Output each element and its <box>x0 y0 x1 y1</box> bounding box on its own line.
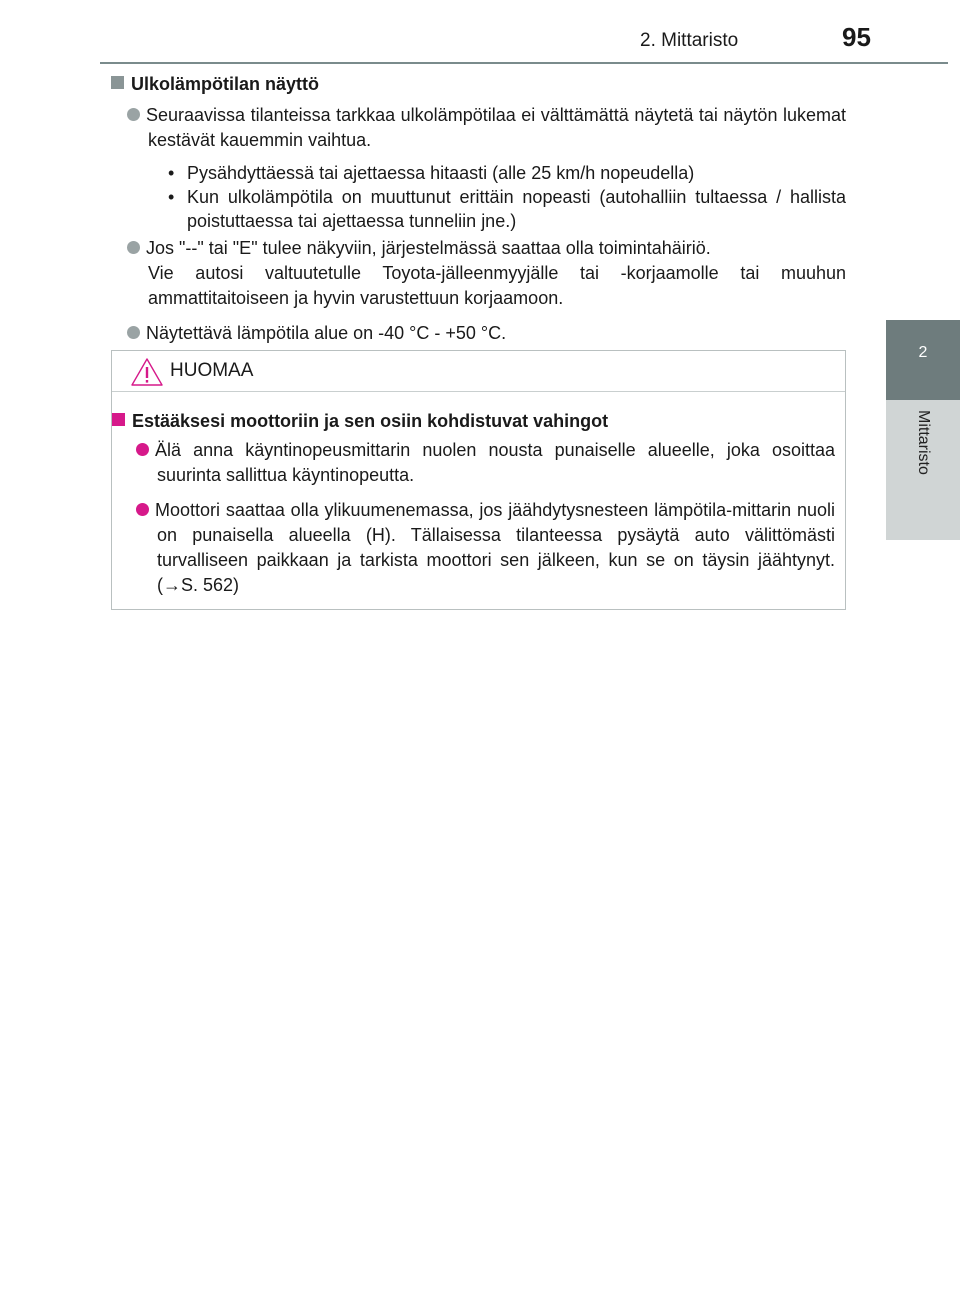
page-number: 95 <box>842 22 871 52</box>
side-tab-number: 2 <box>918 344 928 361</box>
paragraph-text: Seuraavissa tilanteissa tarkkaa ulkolämpötilaa ei välttämättä näytetä tai näytön lukemat kestävät kauemmin vaihtua. <box>146 105 846 150</box>
notice-item <box>157 438 835 488</box>
sub-bullet-item <box>168 185 846 233</box>
square-bullet-icon <box>112 413 125 426</box>
notice-item-text: Moottori saattaa olla ylikuumenemassa, jos jäähdytysnesteen lämpötila-mittarin nuoli on punaisella alueella (H). Tällaisessa tilanteessa pysäytä auto välittömästi turvalliseen paikkaan ja tarkista moottori sen jälkeen, kun se on täysin jäähtynyt. (→S. 562) <box>155 500 835 595</box>
sub-bullet-text: Kun ulkolämpötila on muuttunut erittäin nopeasti (autohalliin tultaessa / hallista poistuttaessa tai ajettaessa tunneliin jne.) <box>187 187 846 231</box>
bullet-point-icon: • <box>168 163 175 183</box>
section-heading-text: Ulkolämpötilan näyttö <box>131 74 320 94</box>
notice-item-text: Älä anna käyntinopeusmittarin nuolen nousta punaiselle alueelle, joka osoittaa suurinta sallittua käyntinopeutta. <box>155 440 835 485</box>
circle-bullet-icon <box>136 443 149 456</box>
paragraph <box>148 236 846 261</box>
notice-header <box>112 351 845 392</box>
notice-title: HUOMAA <box>170 360 254 381</box>
paragraph <box>148 321 846 346</box>
notice-heading-text: Estääksesi moottoriin ja sen osiin kohdistuvat vahingot <box>132 411 609 431</box>
bullet-point-icon: • <box>168 187 175 207</box>
outside-temperature-section <box>111 72 846 346</box>
paragraph-text: Näytettävä lämpötila alue on -40 °C - +50 °C. <box>146 323 507 343</box>
notice-heading <box>112 409 845 433</box>
paragraph-text: Jos "--" tai "E" tulee näkyviin, järjestelmässä saattaa olla toimintahäiriö. <box>146 238 711 258</box>
sub-bullet-text: Pysähdyttäessä tai ajettaessa hitaasti (alle 25 km/h nopeudella) <box>187 163 695 183</box>
side-chapter-tab <box>886 320 960 400</box>
paragraph <box>148 103 846 153</box>
notice-box <box>111 350 846 610</box>
notice-item <box>157 498 835 598</box>
section-heading <box>111 72 846 96</box>
side-tab-label: Mittaristo <box>915 410 932 475</box>
circle-bullet-icon <box>136 503 149 516</box>
circle-bullet-icon <box>127 326 140 339</box>
warning-triangle-icon <box>130 357 164 392</box>
sub-bullet-item <box>168 161 846 185</box>
notice-body <box>112 409 845 598</box>
circle-bullet-icon <box>127 108 140 121</box>
circle-bullet-icon <box>127 241 140 254</box>
square-bullet-icon <box>111 76 124 89</box>
header-chapter-title: 2. Mittaristo <box>640 30 739 51</box>
header-rule <box>100 62 948 64</box>
paragraph-continuation: Vie autosi valtuutetulle Toyota-jälleenmyyjälle tai -korjaamolle tai muuhun ammattitaitoiseen ja hyvin varustettuun korjaamoon. <box>148 263 846 308</box>
side-chapter-strip <box>886 400 960 540</box>
